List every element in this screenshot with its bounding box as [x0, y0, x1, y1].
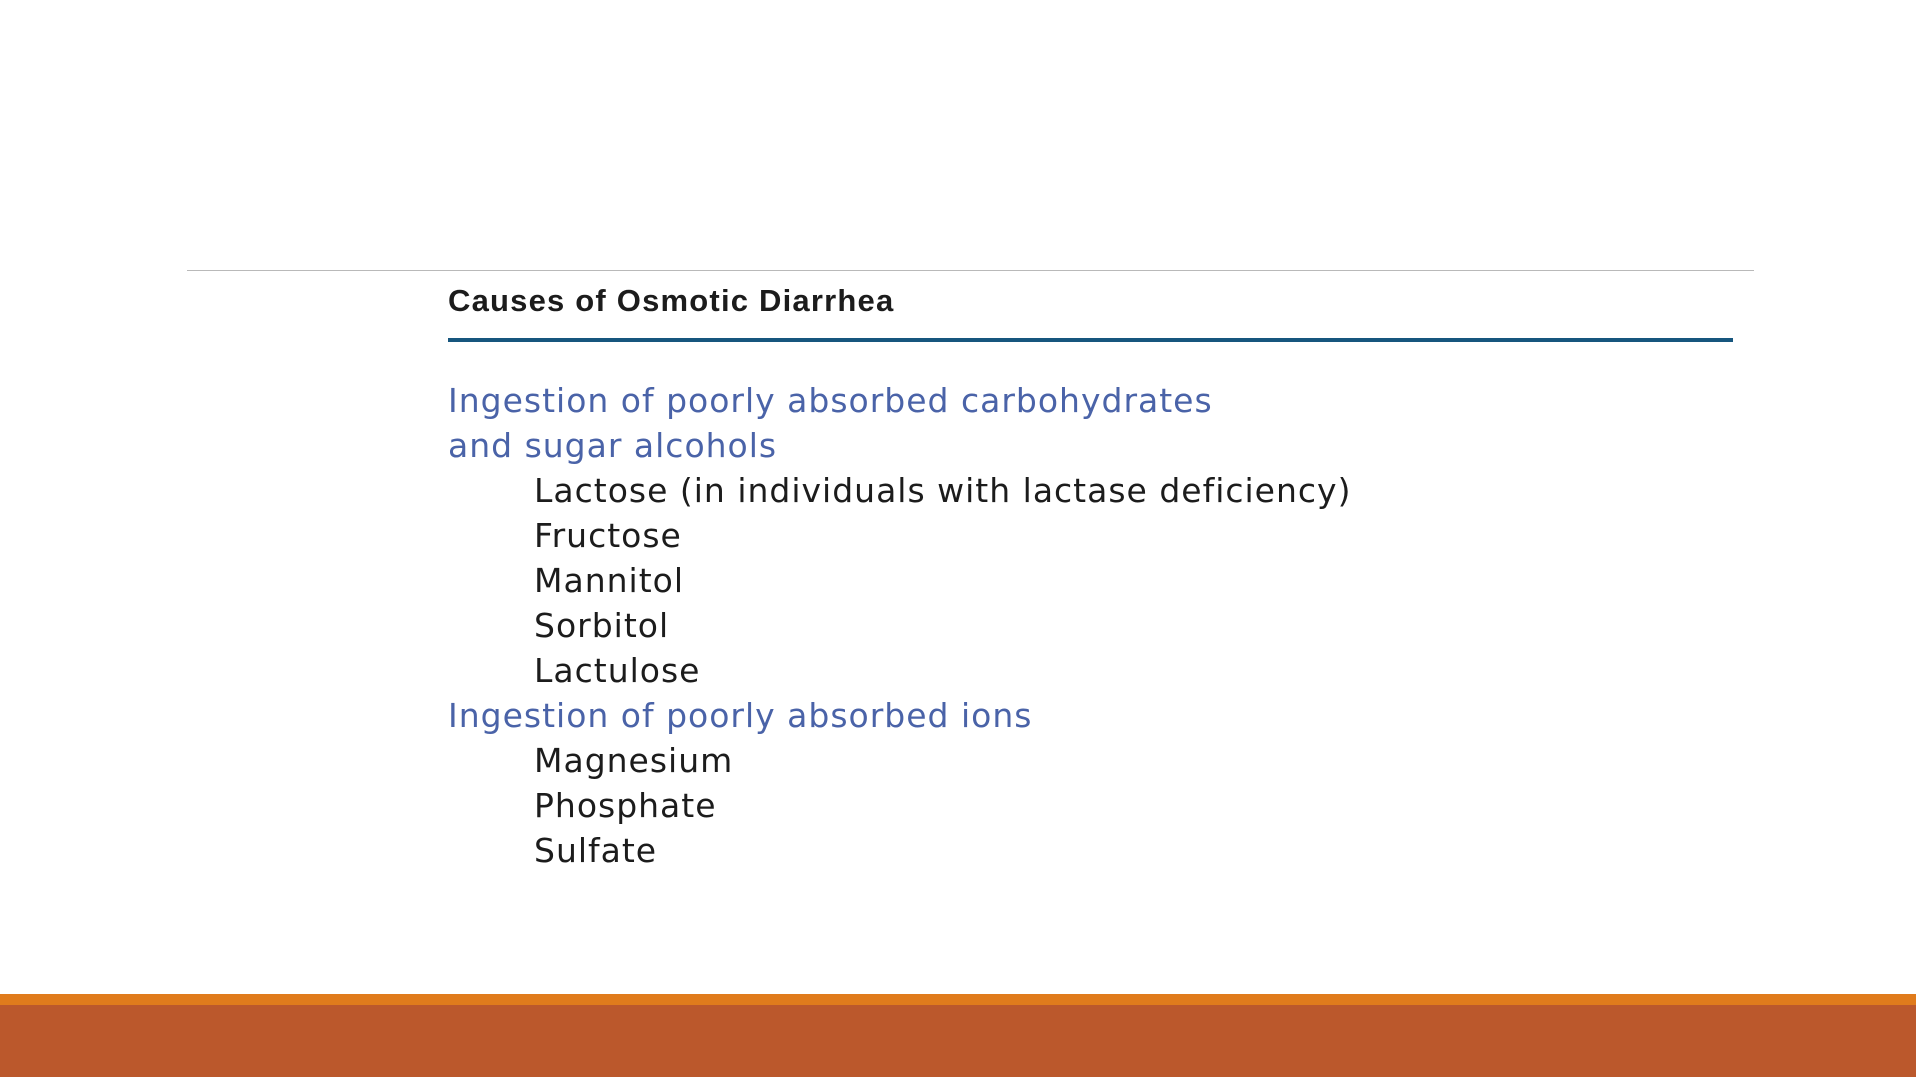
table-title: Causes of Osmotic Diarrhea [448, 283, 895, 318]
table-rows [448, 378, 1733, 873]
category-row: Ingestion of poorly absorbed ions [448, 696, 1033, 735]
list-item: Sorbitol [534, 606, 670, 645]
category-row: and sugar alcohols [448, 426, 778, 465]
list-item: Phosphate [534, 786, 717, 825]
list-item: Magnesium [534, 741, 734, 780]
list-item: Lactulose [534, 651, 701, 690]
list-item: Lactose (in individuals with lactase deficiency) [534, 471, 1352, 510]
list-item: Mannitol [534, 561, 684, 600]
osmotic-diarrhea-table [448, 278, 1733, 873]
category-row: Ingestion of poorly absorbed carbohydrates [448, 381, 1213, 420]
footer-band [0, 1005, 1916, 1077]
top-divider [187, 270, 1754, 271]
footer-accent-stripe [0, 994, 1916, 1005]
list-item: Fructose [534, 516, 682, 555]
title-underline [448, 338, 1733, 342]
list-item: Sulfate [534, 831, 658, 870]
